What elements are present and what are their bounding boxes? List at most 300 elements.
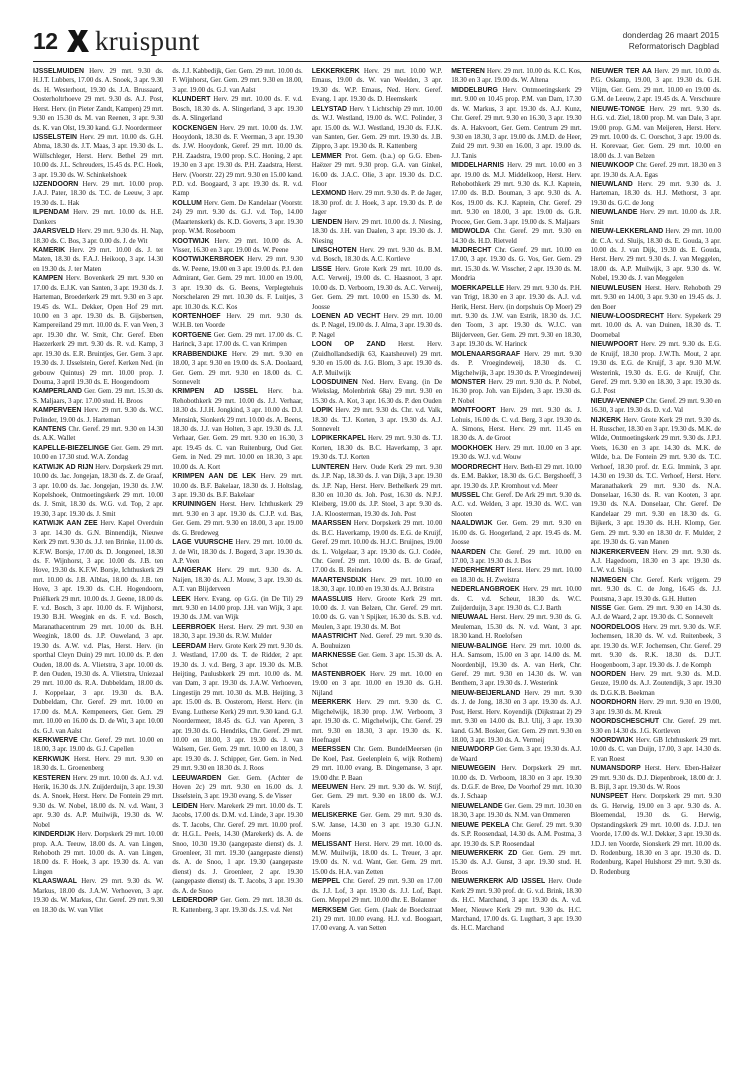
service-details: Herv. 29 mrt. 9.30 ds. P. Nobel, 16.30 prop. Joh. van Eijsden, 3 apr. 19.30 ds. P. Nobel bbox=[451, 377, 582, 405]
service-details: Herv. 29 mrt. 9.30 ds. H. Nap, 18.30 ds. C. Bos, 3 apr. 0.00 ds. J. de Wit bbox=[33, 227, 164, 245]
place-name: MOOKHOEK bbox=[451, 444, 493, 452]
place-name: NIEUWLEUSEN bbox=[590, 284, 642, 292]
place-name: KAMPEN bbox=[33, 275, 63, 283]
listing-entry bbox=[451, 689, 581, 746]
place-name: KAPELLE-BIEZELINGE bbox=[33, 444, 109, 452]
listing-entry bbox=[172, 237, 302, 256]
place-name: KOOTWIJKERBROEK bbox=[172, 256, 244, 264]
service-details: Herv. 't Lichtschip 29 mrt. 10.00 ds. W.J. Westland, 19.00 ds. W.C. Polinder, 3 apr. 15.00 ds. W.J. Westland, 19.30 ds. F.J.K. van Santen, Ger. Gem. 29 mrt. 19.30 ds. J.B. Zippro, 3 apr. 19.30 ds. R. Kattenberg bbox=[311, 104, 443, 151]
place-name: KESTEREN bbox=[33, 774, 71, 782]
listing-entry bbox=[172, 566, 302, 594]
listing-entry bbox=[172, 623, 302, 642]
service-details: Chr. Geref. Kerk vrijgem. 29 mrt. 9.30 ds. C. de Jong, 16.45 ds. J.J. Poutsma, 3 apr. 19.30 ds. G.H. Hutten bbox=[590, 575, 721, 603]
listing-entry bbox=[33, 463, 163, 520]
service-details: Herv. 29 mrt. 10.00 ds. H.A. Samsom, 15.00 en 3 apr. 14.00 ds. M. Noordenbijl, 19.30 ds. A. van Herk, Chr. Geref. 29 mrt. 9.30 en 14.30 ds. W. van Benthem, 3 apr. 19.30 ds. J. Westerink bbox=[451, 641, 582, 688]
place-name: MONTFOORT bbox=[451, 407, 496, 415]
place-name: NIEUWKOOP bbox=[590, 162, 634, 170]
listing-entry bbox=[312, 312, 442, 340]
listing-entry bbox=[451, 764, 581, 802]
service-details: Herv. 29 mrt. 9.30 ds. W. Peene, 19.00 en 3 apr. 19.00 ds. P.J. den Admirant, Ger. Gem. 29 mrt. 10.00 en 19.00, 3 apr. 19.30 ds. G. Beens, Verplegtehuis Norschelaren 29 mrt. 10.30 ds. F. Luitjes, 3 apr. 10.30 ds. K.C. Kos bbox=[172, 255, 303, 311]
place-name: NIEUW-BALINGE bbox=[451, 642, 508, 650]
listing-entry bbox=[451, 642, 581, 689]
listing-entry bbox=[33, 755, 163, 774]
place-name: NISSE bbox=[590, 605, 612, 613]
listing-entry bbox=[312, 906, 442, 934]
listing-entry bbox=[33, 425, 163, 444]
service-details: Herv. 29 mrt. 9.30 ds. P. de Jager, 18.30 prof. dr. J. Hoek, 3 apr. 19.30 ds. P. de Jager bbox=[311, 189, 443, 217]
service-details: Herv. 29 mrt. 10.00 ds. K.C. Kos, 18.30 en 3 apr. 19.00 ds. W. Altena bbox=[451, 67, 582, 85]
listing-entry bbox=[591, 67, 721, 105]
place-name: MAASTRICHT bbox=[311, 633, 358, 641]
service-details: Herv. Dorpskerk 29 mrt. 9.30 ds. G. Herwig, 19.00 en 3 apr. 9.30 ds. A. Bloemendal, 19.30 ds. G. Herwig, Opstandingskerk 29 mrt. 10.00 ds. J.D.J. ten Voorde, 17.00 ds. W.J. Dekker, 3 apr. 19.30 ds. J.D.J. ten Voorde, Sionskerk 29 mrt. 10.00 ds. D. Rodenburg, 18.30 en 3 apr. 19.30 ds. D. Rodenburg, Kapel Hulshorst 29 mrt. 9.30 ds. D. Rodenburg bbox=[590, 792, 721, 876]
service-details: Herv. 29 mrt. 9.30 ds. E.G. de Kruijf, 18.30 prop. J.W.Th. Mout, 2 apr. 19.30 ds. E.G. de Kruijf, 3 apr. 9.30 M.W. Westerink, 19.30 ds. E.G. de Kruijf, Chr. Geref. 29 mrt. 9.30 en 18.30, 3 apr. 19.30 ds. G.J. Post bbox=[590, 340, 721, 396]
listing-entry bbox=[33, 67, 163, 133]
place-name: IJSSELSTEIN bbox=[33, 133, 78, 141]
service-details: Herv. 29 mrt. 9.30 ds. Chr. v.d. Valk, 18.30 ds. T.J. Korten, 3 apr. 19.30 ds. A.J. Sonnevelt bbox=[311, 406, 443, 434]
place-name: LUNTEREN bbox=[311, 463, 350, 471]
place-name: NOORDWIJK bbox=[590, 736, 634, 744]
listing-entry bbox=[451, 877, 581, 934]
service-details: Chr. Geref. 29 mrt. 9.30 en 14.30 ds. H.D. Rietveld bbox=[451, 227, 582, 245]
service-details: Herv. 29 mrt. 10.00 ds. J. ter Maten, 18.30 ds. F.A.J. Heikoop, 3 apr. 14.30 en 19.30 ds. J. ter Maten bbox=[33, 246, 164, 273]
place-name: MONSTER bbox=[451, 378, 486, 386]
service-details: Ger. Gem. 29 mrt. 18.30 ds. R. Kattenberg, 3 apr. 19.30 ds. J.S. v.d. Net bbox=[172, 896, 303, 914]
listing-entry bbox=[591, 180, 721, 208]
place-name: KAMPERVEEN bbox=[33, 407, 82, 415]
service-details: Herv. 29 mrt. 9.30 ds. W.H.B. ten Voorde bbox=[172, 311, 303, 330]
page-number: 12 bbox=[33, 28, 58, 54]
header-rule bbox=[33, 61, 719, 62]
service-details: Chr. Geref. 29 mrt. 9.30 ds. S.P. Roosendaal, 14.30 ds. A.M. Postma, 3 apr. 19.30 ds. S.P. Roosendaal bbox=[451, 820, 582, 848]
listing-entry bbox=[33, 274, 163, 387]
place-name: LEIDERDORP bbox=[172, 897, 218, 905]
listing-entry bbox=[591, 416, 721, 548]
listing-entry bbox=[33, 246, 163, 274]
service-details: Herv. 29 mrt. 10.00 ds. A.J. v.d. Herik, 16.30 ds. J.N. Zuijderduijn, 3 apr. 19.30 ds. A. Snoek, Herst. Herv. De Fontein 29 mrt. 9.30 ds. W. Nobel, 18.00 ds. N. v.d. Want, 3 apr. 9.30 ds. A.P. Muilwijk, 19.30 ds. W. Nobel bbox=[33, 773, 164, 829]
service-details: Herv. 29 mrt. 9.30 en 19.00, 3 apr. 19.30 ds. M. Kreuk bbox=[590, 698, 721, 716]
service-details: Herv. 29 mrt. 10.00 ds. J. Niesing, 18.30 ds. J.H. van Daalen, 3 apr. 19.30 ds. J. Niesing bbox=[311, 217, 443, 245]
service-details: Ger. Gem. 29 mrt. 15.30 ds. S. Maljaars, 3 apr. 17.00 stud. H. Broos bbox=[33, 387, 164, 405]
service-details: Herv. 29 mrt. 9.30 ds. J. de Jong, 18.30 en 3 apr. 19.30 ds. A.J. Post, Herst. Herv. Koyendijk (Dijkstraat 2) 29 mrt. 9.30 en 14.00 ds. B.J. Ulij, 3 apr. 19.30 kand. G.M. Bosker, Ger. Gem. 29 mrt. 9.30 en 18.00, 3 apr. 19.30 ds. A. Vermeij bbox=[451, 688, 582, 744]
place-name: IJZENDOORN bbox=[33, 181, 79, 189]
service-details: Herv. 29 mrt. 9.30 ds. J. Lohuis, 16.00 ds. C. v.d. Berg, 3 apr. 19.30 ds. A. Simons, Herst. Herv. 29 mrt. 11.45 en 18.30 ds. A. de Groot bbox=[451, 406, 582, 443]
listing-entry bbox=[591, 604, 721, 623]
church-services-listing bbox=[33, 67, 721, 1057]
place-name: MASTENBROEK bbox=[311, 671, 366, 678]
place-name: NIEUWAAL bbox=[451, 614, 488, 622]
listing-entry bbox=[33, 444, 163, 463]
listing-entry bbox=[451, 67, 581, 86]
service-details: Herv. 29 mrt. 10.00 ds. B.F. Bakelaar, 18.30 ds. J. Holtslag, 3 apr. 19.30 ds. B.F. Bakelaar bbox=[172, 472, 303, 499]
place-name: KLAASWAAL bbox=[33, 878, 78, 886]
listing-entry bbox=[312, 670, 442, 698]
listing-entry bbox=[312, 246, 442, 265]
place-name: NIEUWLANDE bbox=[590, 209, 638, 217]
listing-entry bbox=[591, 698, 721, 717]
place-name: LOOSDUINEN bbox=[311, 378, 358, 386]
listing-entry bbox=[33, 830, 163, 877]
service-details: Herv. 29 mrt. 9.30 ds. A.J. Hagedoorn, 18.30 en 3 apr. 19.30 ds. L.W. v.d. Sluijs bbox=[590, 547, 721, 575]
service-details: Herv. 29 mrt. 10.00 en 18.30, 3 apr. 10.00 en 19.30 ds. A.J. Britstra bbox=[311, 575, 443, 594]
listing-entry bbox=[591, 284, 721, 312]
place-name: LOPIKERKAPEL bbox=[311, 435, 366, 443]
service-details: Herv. Evang. op G.G. (in De Til) 29 mrt. 9.30 en 14.00 prop. J.H. van Wijk, 3 apr. 19.30 ds. J.M. van Wijk bbox=[172, 594, 303, 622]
place-name: LOENEN AD VECHT bbox=[311, 312, 381, 320]
listing-entry bbox=[451, 463, 581, 491]
place-name: NIEUWER TER AA bbox=[590, 68, 652, 75]
listing-entry bbox=[172, 387, 302, 472]
listing-entry bbox=[312, 218, 442, 246]
place-name: MOORDRECHT bbox=[451, 463, 502, 471]
service-details: Herv. b.a. Rehobothkerk 29 mrt. 10.00 ds. J.J. Verhaar, 18.30 ds. J.J.H. Jongkind, 3 apr. 10.00 ds. D.J. Mensink, Sionkerk 29 mrt. 10.00 ds. A. Beens, 18.30 ds. J.J. van Holten, 3 apr. 19.30 ds. J.J. Verhaar, Ger. Gem. 29 mrt. 9.30 en 16.30, 3 apr. 19.45 ds. C. van Ruitenburg, Oud Ger. Gem. in Ned. 29 mrt. 10.00 en 18.30, 3 apr. 10.00 ds. A. Kort bbox=[172, 387, 303, 471]
place-name: LEXMOND bbox=[311, 190, 347, 198]
place-name: NIJMEGEN bbox=[590, 576, 627, 584]
service-details: Chr. Geref. De Ark 29 mrt. 9.30 ds. A.C. v.d. Welden, 3 apr. 19.30 ds. W.C. van Slooten bbox=[451, 490, 582, 518]
service-details: Herv. Dorpskerk 29 mrt. 10.00 ds. D. Verboom, 18.30 en 3 apr. 19.30 ds. D.G.F. de Bree, De Voorhof 29 mrt. 10.30 ds. J. Schaap bbox=[451, 764, 582, 801]
service-details: Herv. 29 mrt. 9.30 ds. T.J. Korten, 18.30 ds. B.C. Haverkamp, 3 apr. 19.30 ds. T.J. Korten bbox=[311, 434, 443, 462]
listing-entry bbox=[312, 463, 442, 520]
place-name: NIEUWEGEIN bbox=[451, 765, 496, 773]
service-details: Herv. 29 mrt. 9.30 ds. C. Migchelwijk, 18.30 prop. J.W. Verboom, 3 apr. 19.30 ds. C. Migchelwijk, Chr. Geref. 29 mrt. 9.30 en 18.30, 3 apr. 19.30 ds. K. Hoefnagel bbox=[311, 698, 443, 744]
service-details: Herv. 29 mrt. 10.00 W.P. Emaus, 19.00 ds. W. van Weelden, 3 apr. 19.30 ds. W.P. Emaus, Ned. Herv. Geref. Evang. 1 apr. 19.30 ds. D. Heemskerk bbox=[311, 67, 443, 104]
place-name: LOPIK bbox=[311, 407, 333, 415]
listing-entry bbox=[172, 538, 302, 566]
service-details: Herv. 29 mrt. 10.00 ds. F. v.d. Bosch, 18.30 ds. A. Slingerland, 3 apr. 19.30 ds. A. Slingerland bbox=[172, 95, 303, 123]
place-name: MERKSEM bbox=[311, 906, 348, 914]
place-name: LOON OP ZAND bbox=[311, 341, 386, 349]
listing-entry bbox=[172, 472, 302, 500]
service-details: Herst. Herv. 29 mrt. 9.30 en 18.30, 3 apr. 19.30 ds. R.W. Mulder bbox=[172, 622, 303, 641]
listing-entry bbox=[312, 651, 442, 670]
place-name: MAASSLUIS bbox=[311, 595, 353, 603]
place-name: NEDERHEMERT bbox=[451, 567, 505, 575]
service-details: Herv. 29 mrt. 9.30 ds. H.G. v.d. Ziel, 18.00 prop. M. van Dale, 3 apr. 19.00 prop. G.M. van Meijeren, Herst. Herv. 29 mrt. 10.00 ds. C. Oorschot, 3 apr. 19.00 ds. H. Korevaar, Ger. Gem. 29 mrt. 10.00 en 18.00 ds. J. van Belzen bbox=[590, 104, 721, 160]
service-details: Chr. Geref. 29 mrt. 9.30 en 14.30 ds. J.G. Kortleven bbox=[590, 717, 721, 735]
listing-column bbox=[312, 67, 442, 1057]
place-name: KRIMPEN AD IJSSEL bbox=[172, 388, 258, 396]
listing-entry bbox=[451, 161, 581, 227]
listing-entry bbox=[312, 632, 442, 651]
place-name: MOERKAPELLE bbox=[451, 284, 505, 292]
service-details: Herv. 29 mrt. 10.00 ds. J. de Wit, 18.30 ds. J. Bogerd, 3 apr. 19.30 ds. A.P. Veen bbox=[172, 538, 303, 565]
listing-entry bbox=[591, 736, 721, 764]
place-name: MUSSEL bbox=[451, 491, 480, 499]
place-name: MELISSANT bbox=[311, 840, 352, 848]
place-name: KANTENS bbox=[33, 426, 67, 434]
service-details: Herv. 29 mrt. 9.30 ds. W. Markus, 18.00 ds. J.A.W. Verhoeven, 3 apr. 19.30 ds. W. Markus, Chr. Geref. 29 mrt. 9.30 en 18.30 ds. W. van Vliet bbox=[33, 877, 164, 914]
service-details: Prot. Gem. (b.a.) op G.G. Eben-Haëzer 29 mrt. 9.30 prop. G.A. van Ginkel, 16.00 ds. J.A.C. Olie, 3 apr. 19.30 ds. D.C. Floor bbox=[311, 151, 443, 189]
service-details: Herv. Bovenkerk 29 mrt. 9.30 en 17.00 ds. E.J.K. van Santen, 3 apr. 19.30 ds. J. Harteman, Broederkerk 29 mrt. 9.30 en 3 apr. 19.45 ds. W.L. Dekker, Open Hof 29 mrt. 10.00 en 3 apr. 19.30 ds. B. Gijsbertsen, Kampereiland 29 mrt. 10.00 ds. F. van Veen, 3 apr. 19.30 dhr. W. Smit, Chr. Geref. Eben Haezerkerk 29 mrt. 9.30 ds. R. v.d. Kamp, 3 apr. 19.30 ds. E.R. Bruintjes, Ger. Gem. 3 apr. 19.30 ds. J. IJsselstein, Geref. Kerken Ned. (in gebouw Quintus) 29 mrt. 10.00 prop. J. Douma, 3 april 19.30 ds. E. Hoogendoorn bbox=[33, 274, 164, 386]
listing-entry bbox=[451, 444, 581, 463]
place-name: KOOTWIJK bbox=[172, 237, 210, 245]
listing-entry bbox=[451, 585, 581, 613]
service-details: Chr. Gem. BundelMeersen (in De Koel, Past. Geelenplein 6, wijk Rothem) 29 mrt. 10.00 evang. B. Dingemanse, 3 apr. 19.00 dhr. P. Baan bbox=[311, 745, 443, 782]
place-name: MEEUWEN bbox=[311, 784, 348, 792]
place-name: LIENDEN bbox=[311, 218, 343, 226]
place-name: NOORDELOOS bbox=[590, 623, 641, 631]
listing-entry bbox=[312, 595, 442, 633]
listing-entry bbox=[172, 124, 302, 199]
listing-entry bbox=[172, 500, 302, 538]
service-details: Herv. 29 mrt. 10.00 ds. P. Nagel, 19.00 ds. J. Alma, 3 apr. 19.30 ds. P. Nagel bbox=[311, 311, 443, 339]
service-details: Herv. Grote Kerk 29 mrt. 9.30 ds. H. Russcher, 18.30 en 3 apr. 19.30 ds. M.K. de Wilde, Ontmoetingskerk 29 mrt. 9.30 ds. J.P.J. Voets, 16.30 en 3 apr. 14.30 ds. M.K. de Wilde, b.a. De Fontein 29 mrt. 9.30 ds. T.C. Verhoef, 18.30 prof. dr. E.G. Immink, 3 apr. 14.30 en 19.30 ds. T.C. Verhoef, Herst. Herv. Maranathakerk 29 mrt. 9.30 ds. N.A. Donselaar, 16.30 ds. R. van Kooten, 3 apr. 19.30 ds. N.A. Donselaar, Chr. Geref. De Kandelaar 29 mrt. 9.30 en 18.30 ds. G. Bijkerk, 3 apr. 19.30 ds. H.H. Klomp, Ger. Gem. 29 mrt. 9.30 en 18.30 dr. F. Mulder, 2 apr. 19.30 ds. G. van Manen bbox=[590, 415, 721, 547]
listing-entry bbox=[312, 576, 442, 595]
service-details: Herv. 29 mrt. 9.30 ds. A. Naijen, 18.30 ds. A.J. Mouw, 3 apr. 19.30 ds. A.T. van Blijderveen bbox=[172, 566, 303, 594]
listing-entry bbox=[591, 792, 721, 877]
listing-entry bbox=[591, 208, 721, 227]
place-name: NAARDEN bbox=[451, 548, 486, 556]
service-details: Herv. Oude Kerk 29 mrt. 9.30 ds. J.P. Nap, 18.30 ds. J. van Dijk, 3 apr. 19.30 ds. J.P. Nap, Herst. Herv. Bethelkerk 29 mrt. 8.30 en 10.30 ds. Joh. Post, 16.30 ds. N.P.J. Kleiberg, 19.00 ds. J.P. Stoel, 3 apr. 9.30 ds. J.A. Kloosterman, 19.30 ds. Joh. Post bbox=[311, 462, 443, 518]
listing-entry bbox=[591, 717, 721, 736]
listing-entry bbox=[591, 397, 721, 416]
service-details: Herv. 29 mrt. 10.00 ds. J.W. Hooydonk, 18.30 ds. F. Veerman, 3 apr. 19.30 ds. J.W. Hooydonk, Geref. 29 mrt. 10.00 ds. P.H. Zaadstra, 19.00 prop. S.C. Honing, 2 apr. 19.30 en 3 apr. 19.30 ds. P.H. Zaadstra, Herst. Herv. (Voorstr. 22) 29 mrt. 9.30 en 15.00 kand. P.D. v.d. Boogaard, 3 apr. 19.30 ds. R. v.d. Kamp bbox=[172, 123, 303, 198]
listing-entry bbox=[33, 877, 163, 915]
place-name: MELISKERKE bbox=[311, 812, 357, 820]
service-details: Ger. Gem. 3 apr. 19.30 ds. A.J. de Waard bbox=[451, 745, 582, 763]
service-details: Herv. 29 mrt. 10.00 ds. P.G. Oskamp, 19.00, 3 apr. 19.30 ds. G.H. Vlijm, Ger. Gem. 29 mrt. 10.00 en 19.00 ds. G.M. de Leeuw, 2 apr. 19.45 ds. A. Verschuure bbox=[590, 67, 721, 104]
service-details: Herv. 29 mrt. 10.00 ds. G.H. Abma, 18.30 ds. J.T. Maas, 3 apr. 19.30 ds. L. Wüllschleger, Herst. Herv. Bethel 29 mrt. 10.00 ds. J.L. Schreuders, 15.45 ds. P.C. Hoek, 3 apr. 19.30 ds. W. Schinkelshoek bbox=[33, 132, 164, 179]
listing-entry bbox=[591, 548, 721, 576]
listing-entry bbox=[33, 133, 163, 180]
listing-entry bbox=[172, 595, 302, 623]
place-name: LISSE bbox=[311, 265, 332, 273]
service-details: Herv. 29 mrt. 9.30 ds. P. Vroegindeweij, 18.30 ds. C. Migchelwijk, 3 apr. 19.30 ds. P. Vroegindeweij bbox=[451, 349, 582, 377]
service-details: Herv. Oude Kerk 29 mrt. 9.30 prof. dr. G. v.d. Brink, 18.30 ds. H.C. Marchand, 3 apr. 19.30 ds. A. v.d. Meer, Nieuwe Kerk 29 mrt. 9.30 ds. H.C. Marchand, 17.00 ds. G. Lugthart, 3 apr. 19.30 ds. H.C. Marchand bbox=[451, 877, 582, 933]
place-name: MIDDELHARNIS bbox=[451, 162, 505, 170]
listing-entry bbox=[312, 698, 442, 745]
listing-entry bbox=[591, 312, 721, 340]
listing-entry bbox=[451, 613, 581, 641]
place-name: KATWIJK AAN ZEE bbox=[33, 520, 98, 528]
listing-entry bbox=[591, 227, 721, 284]
service-details: Herv. 29 mrt. 10.00 ds. A. Visser, 16.30 en 3 apr. 19.00 ds. W. Peene bbox=[172, 236, 303, 255]
listing-entry bbox=[451, 227, 581, 246]
listing-entry bbox=[451, 519, 581, 547]
place-name: LEERDAM bbox=[172, 642, 207, 650]
service-details: Herv. 29 mrt. 9.30 ds. J. Harteman, 18.30 ds. H.J. Methorst, 3 apr. 19.30 ds. G.C. de Jong bbox=[590, 180, 721, 207]
service-details: Herv. 29 mrt. 10.00 prop. J.A.J. Pater, 18.30 ds. T.C. de Leeuw, 3 apr. 19.30 ds. L. Hak bbox=[33, 180, 164, 207]
service-details: Herv. Beth-El 29 mrt. 10.00 ds. E.M. Bakker, 18.30 ds. G.C. Bergshoeff, 3 apr. 19.30 ds. J.P. Kromhout v.d. Meer bbox=[451, 462, 582, 490]
listing-entry bbox=[312, 783, 442, 811]
place-name: NIEUWERKERK A/D IJSSEL bbox=[451, 878, 546, 886]
service-details: Herv. Sypekerk 29 mrt. 10.00 ds. A. van Duinen, 18.30 ds. T. Doornebal bbox=[590, 311, 721, 339]
listing-entry bbox=[451, 406, 581, 444]
place-name: KERKWIJK bbox=[33, 755, 70, 763]
listing-entry bbox=[312, 340, 442, 378]
listing-entry bbox=[172, 774, 302, 802]
service-details: Herv. Grote Kerk 29 mrt. 10.00 ds. A.C. Verweij, 19.00 ds. C. Haasnoot, 3 apr. 10.00 ds. D. Verboom, 19.30 ds. A.C. Verweij, Ger. Gem. 29 mrt. 10.00 en 15.30 ds. M. Joosse bbox=[311, 264, 443, 311]
service-details: Herv. 29 mrt. 10.00 ds. H.E. Dankers bbox=[33, 208, 164, 226]
service-details: Herst. Herv. 29 mrt. 10.00 en 18.30 ds. H. Zweistra bbox=[451, 566, 582, 584]
place-name: KLUNDERT bbox=[172, 96, 211, 104]
service-details: Ger. Gem. (Jaak de Boeckstraat 21) 29 mrt. 10.00 evang. H.J. v.d. Boogaart, 17.00 evang. A. van Setten bbox=[311, 905, 443, 933]
place-name: MEERKERK bbox=[311, 699, 352, 707]
service-details: Herv. GB Ichthuskerk 29 mrt. 10.00 ds. C. van Duijn, 17.00, 3 apr. 14.30 ds. F. van Roest bbox=[590, 735, 721, 763]
listing-entry bbox=[312, 434, 442, 462]
service-details: Herst. Herv. Rehoboth 29 mrt. 9.30 en 14.00, 3 apr. 9.30 en 19.45 ds. J. den Boer bbox=[590, 283, 721, 311]
service-details: ds. J.J. Kabbedijk, Ger. Gem. 29 mrt. 10.00 ds. F. Wijnhorst, Ger. Gem. 29 mrt. 9.30 en 18.00, 3 apr. 19.00 ds. G.J. van Aalst bbox=[172, 67, 303, 94]
listing-entry bbox=[172, 642, 302, 774]
place-name: NEDERLANGBROEK bbox=[451, 586, 520, 594]
place-name: KINDERDIJK bbox=[33, 831, 76, 839]
place-name: MIDWOLDA bbox=[451, 228, 490, 236]
place-name: NIEUWLAND bbox=[590, 181, 633, 189]
listing-entry bbox=[33, 519, 163, 736]
service-details: Herv. Marekerk 29 mrt. 10.00 ds. T. Jacobs, 17.00 ds. D.M. v.d. Linde, 3 apr. 19.30 ds. T. Jacobs, Chr. Geref. 29 mrt. 10.00 prof. dr. H.G.L. Peels, 14.30 (Marekerk) ds. A. de Snoo, 10.30 19.30 (aangepaste dienst) ds. J. Groenleer, 31 mrt. 19.30 (aangepaste dienst) ds. A. de Snoo, 1 apr. 19.30 (aangepaste dienst) ds. J. Groenleer, 2 apr. 19.30 (aangepaste dienst) ds. T. Jacobs, 3 apr. 19.30 ds. A. de Snoo bbox=[172, 801, 303, 895]
service-details: Herv. 29 mrt. 9.30 ds. P.H. van Trigt, 18.30 en 3 apr. 19.30 ds. A.J. v.d. Herik, Herst. Herv. (in dorpshuis Op Moer) 29 mrt. 9.30 ds. J.W. van Estrik, 18.30 ds. J.C. den Toom, 3 apr. 19.30 ds. W.J.C. van Blijderveen, Ger. Gem. 29 mrt. 9.30 en 18.30, 3 apr. 19.30 ds. W. Harinck bbox=[451, 283, 582, 349]
service-details: Herv. 29 mrt. 10.00 en 3 apr. 19.30 ds. W.J. v.d. Wouw bbox=[451, 443, 582, 462]
service-details: Herv. Gem. De Kandelaar (Voorstr. 24) 29 mrt. 9.30 ds. G.J. v.d. Top, 14.00 (Maartenskerk) ds. K.D. Goverts, 3 apr. 19.30 prop. W.M. Roseboom bbox=[172, 198, 303, 236]
service-details: Herst. Herv. 29 mrt. 10.00 ds. M.W. Muilwijk, 18.00 ds. L. Treuer, 3 apr. 19.00 ds. N. v.d. Want, Ger. Gem. 29 mrt. 15.00 ds. H.A. van Zetten bbox=[311, 839, 443, 876]
place-name: JAARSVELD bbox=[33, 228, 75, 236]
service-details: Ger. Gem. 29 mrt. 9.30 ds. S.W. Janse, 14.30 en 3 apr. 19.30 G.J.N. Moens bbox=[311, 811, 443, 839]
service-details: Chr. Geref. 29 mrt. 10.00 en 17.00, 3 apr. 19.30 ds. G. Vos, Ger. Gem. 29 mrt. 15.30 ds. W. Visscher, 2 apr. 19.30 ds. M. Mondria bbox=[451, 246, 582, 283]
service-details: Chr. Geref. 29 mrt. 9.30 en 16.30, 3 apr. 19.30 ds. D. v.d. Val bbox=[590, 396, 721, 415]
place-name: KORTGENE bbox=[172, 331, 212, 339]
place-name: NIEUWE-TONGE bbox=[590, 105, 645, 113]
place-name: NOORDHORN bbox=[590, 699, 637, 707]
place-name: NOORDSCHESCHUT bbox=[590, 718, 660, 726]
listing-entry bbox=[312, 745, 442, 783]
listing-entry bbox=[172, 312, 302, 331]
place-name: MAARSSEN bbox=[311, 520, 352, 528]
section-title: kruispunt bbox=[95, 26, 200, 56]
place-name: LINSCHOTEN bbox=[311, 247, 357, 255]
place-name: MAARTENSDIJK bbox=[311, 576, 367, 584]
place-name: NUMANSDORP bbox=[590, 765, 641, 773]
place-name: MOLENAARSGRAAF bbox=[451, 350, 521, 358]
place-name: KAMPERLAND bbox=[33, 388, 82, 396]
listing-entry bbox=[33, 227, 163, 246]
place-name: KRABBENDIJKE bbox=[172, 350, 228, 358]
service-details: Herv. Dorpskerk 29 mrt. 10.00 ds. B.C. Haverkamp, 19.00 ds. E.G. de Kruijf, Geref. 29 mrt. 10.00 ds. H.J.C. Bruijnes, 19.00 ds. L. Volgelaar, 3 apr. 19.30 ds. G.J. Codée, Chr. Geref. 29 mrt. 10.00 ds. B. de Graaf, 17.00 ds. B. Reinders bbox=[311, 519, 443, 575]
place-name: NAALDWIJK bbox=[451, 520, 493, 528]
listing-entry bbox=[172, 331, 302, 350]
place-name: LEERBROEK bbox=[172, 623, 216, 631]
listing-entry bbox=[451, 745, 581, 764]
listing-entry bbox=[312, 378, 442, 406]
place-name: LEMMER bbox=[311, 152, 342, 160]
service-details: Herv. Groote Kerk 29 mrt. 10.00 ds. J. van Belzen, Chr. Geref. 29 mrt. 10.00 ds. G. van 't Spijker, 16.30 ds. S.B. v.d. Meulen, 3 apr. 19.30 ds. M. Bot bbox=[311, 594, 443, 631]
listing-entry bbox=[172, 95, 302, 123]
listing-entry bbox=[591, 576, 721, 604]
service-details: Herv. Ontmoetingskerk 29 mrt. 9.00 en 10.45 prop. P.M. van Dam, 17.30 ds. W. Markus, 3 apr. 19.30 ds. A.J. Kunz, Chr. Geref. 29 mrt. 9.30 en 16.30, 3 apr. 19.30 ds. A. Hakvoort, Ger. Gem. Centrum 29 mrt. 9.30 en 18.30, 3 apr. 19.00 ds. J.M.D. de Heer, Zuid 29 mrt. 9.30 en 16.00, 3 apr. 19.00 ds. J.J. Tanis bbox=[451, 85, 582, 160]
listing-entry bbox=[451, 566, 581, 585]
listing-entry bbox=[591, 105, 721, 162]
listing-entry bbox=[33, 736, 163, 755]
place-name: NOORDEN bbox=[590, 671, 626, 678]
listing-column bbox=[451, 67, 581, 1057]
listing-column bbox=[172, 67, 302, 1057]
listing-entry bbox=[172, 350, 302, 388]
place-name: METEREN bbox=[451, 68, 485, 75]
listing-entry bbox=[451, 378, 581, 406]
service-details: Ger. Gem. 29 mrt. 10.30 en 18.30, 3 apr. 19.30 ds. N.M. van Ommeren bbox=[451, 801, 582, 820]
service-details: Herv. 29 mrt. 9.30 en 18.00, 3 apr. 9.30 en 19.00 ds. S.A. Doolaard, Ger. Gem. 29 mrt. 9.30 en 18.00 ds. C. Sonnevelt bbox=[172, 349, 303, 386]
service-details: Herv. 29 mrt. 9.30 ds. W.C. Polinder, 19.00 ds. J. Harteman bbox=[33, 406, 164, 424]
listing-entry bbox=[451, 284, 581, 350]
place-name: NIEUW-LOOSDRECHT bbox=[590, 312, 664, 320]
service-details: Ger. Gem. 29 mrt. 9.30 en 14.30 ds. A.J. de Waard, 2 apr. 19.30 ds. C. Sonnevelt bbox=[590, 604, 721, 622]
service-details: Herst. Herv. Eben-Haëzer 29 mrt. 9.30 ds. D.J. Diepenbroek, 18.00 dr. J. B. Bijl, 3 apr. 19.30 ds. W. Roos bbox=[590, 764, 721, 792]
service-details: Herv. 29 mrt. 10.00 dr. C.A. v.d. Sluijs, 18.30 ds. E. Gouda, 3 apr. 10.00 ds. J. van Dijk, 19.30 ds. E. Gouda, Herst. Herv. 29 mrt. 9.30 ds. J. van Meggelen, 18.00 ds. A.P. Muilwijk, 3 apr. 9.30 ds. W. Nobel, 19.30 ds. J. van Meggelen bbox=[590, 227, 721, 283]
listing-entry bbox=[172, 896, 302, 915]
service-details: Herv. Kapel Overduin 3 apr. 14.30 ds. G.N. Binnendijk, Nieuwe Kerk 29 mrt. 9.30 ds. J.J. ten Brinke, 11.00 ds. K.F.W. Borsje, 17.00 ds. D. Jongeneel, 18.30 ds. F. Wijnhorst, 3 apr. 10.00 ds. J.B. ten Hove, 19.30 ds. K.F.W. Borsje, Ichthuskerk 29 mrt. 10.00 ds. J.B. Alblas, 18.00 ds. J.B. ten Hove, 3 apr. 19.30 ds. C.H. Hogendoorn, Pniëlkerk 29 mrt. 10.00 ds. J. Geene, 18.00 ds. F. v.d. Bosch, 3 apr. 10.00 ds. F. Wijnhorst, 19.30 B.H. Weegink en ds. F. v.d. Bosch, Maranathacentrum 29 mrt. 10.00 ds. B.H. Weegink, 18.00 ds. J.P. Ouweland, 3 apr. 19.30 ds. A.W. v.d. Plas, Herst. Herv. (in sporthal Cleyn Duin) 29 mrt. 10.00 ds. P. den Ouden, 18.00 ds. A. Vlietstra, 3 apr. 10.00 ds. P. den Ouden, 19.30 ds. A. Vlietstra, Uniezaal 29 mrt. 10.00 ds. R.A. Dubbeldam, 18.00 ds. J. Koppelaar, 3 apr. 19.30 ds. B.A. Dubbeldam, Chr. Geref. 29 mrt. 10.00 en 17.00 ds. M.A. Kempeneers, Ger. Gem. 29 mrt. 10.00 en 16.00 ds. D. de Wit, 3 apr. 10.00 ds. G.J. van Aalst bbox=[33, 519, 164, 735]
service-details: Herv. 29 mrt. 10.00 ds. J.R. Smit bbox=[590, 208, 721, 226]
service-details: Ned. Herv. Evang. (in De Wiekslag, Molenbrink 68a) 29 mrt. 9.30 en 15.30 ds. A. Kot, 3 apr. 16.30 ds. P. den Ouden bbox=[311, 377, 443, 405]
listing-entry bbox=[451, 849, 581, 877]
listing-entry bbox=[451, 246, 581, 284]
place-name: NIEUWELANDE bbox=[451, 802, 503, 810]
place-name: NIEUW-BEIJERLAND bbox=[451, 689, 521, 697]
listing-entry bbox=[312, 840, 442, 878]
listing-entry bbox=[312, 406, 442, 434]
service-details: Herst. Herv. 29 mrt. 9.30 en 18.30 ds. L. Groenenberg bbox=[33, 754, 164, 773]
listing-entry bbox=[591, 670, 721, 698]
place-name: LEKKERKERK bbox=[311, 68, 360, 75]
place-name: LEEK bbox=[172, 595, 191, 603]
place-name: ILPENDAM bbox=[33, 209, 69, 217]
service-details: Herv. 29 mrt. 10.00 ds. C. v.d. Scheur, 18.30 ds. W.C. Zuijderduijn, 3 apr. 19.30 ds. C.J. Barth bbox=[451, 585, 582, 613]
kruispunt-x-icon bbox=[66, 28, 90, 54]
listing-entry bbox=[451, 548, 581, 567]
place-name: MIDDELBURG bbox=[451, 86, 498, 94]
service-details: Herv. 29 mrt. 10.00 en 19.00 en 3 apr. 10.00 en 19.30 ds. G.H. Nijland bbox=[311, 670, 443, 697]
listing-entry bbox=[312, 152, 442, 190]
place-name: NIEUWERKERK ZD bbox=[451, 850, 518, 858]
place-name: NIEUWPOORT bbox=[590, 341, 639, 349]
place-name: NUNSPEET bbox=[590, 793, 629, 801]
issue-date: donderdag 26 maart 2015 bbox=[622, 30, 719, 40]
place-name: LELYSTAD bbox=[311, 105, 348, 113]
listing-entry bbox=[172, 802, 302, 896]
place-name: LEEUWARDEN bbox=[172, 774, 222, 782]
listing-entry bbox=[312, 811, 442, 839]
place-name: NIEUW-LEKKERLAND bbox=[590, 228, 664, 236]
service-details: Ned. Geref. 29 mrt. 9.30 ds. A. Bouhuizen bbox=[311, 632, 443, 650]
listing-entry bbox=[33, 180, 163, 208]
place-name: LANGERAK bbox=[172, 567, 212, 575]
place-name: KATWIJK AD RIJN bbox=[33, 463, 94, 471]
place-name: KRUININGEN bbox=[172, 501, 217, 509]
listing-entry bbox=[451, 821, 581, 849]
place-name: LEIDEN bbox=[172, 802, 198, 810]
place-name: NIJKERKERVEEN bbox=[590, 548, 650, 556]
place-name: NIEUW-VENNEP bbox=[590, 397, 645, 405]
service-details: Herv. Dorpskerk 29 mrt. 10.00 prop. A.A. Teeuw, 18.00 ds. A. van Lingen, Rehoboth 29 mrt. 10.00 ds. A. van Lingen, 18.00 ds. F. Hoek, 3 apr. 19.30 ds. A. van Lingen bbox=[33, 830, 164, 876]
listing-entry bbox=[591, 764, 721, 792]
listing-entry bbox=[591, 161, 721, 180]
listing-entry bbox=[451, 491, 581, 519]
page-header bbox=[33, 26, 719, 60]
place-name: KOCKENGEN bbox=[172, 124, 218, 132]
place-name: MIJDRECHT bbox=[451, 247, 492, 255]
service-details: Chr. Geref. 29 mrt. 10.00 en 17.00, 3 apr. 19.30 ds. J. Bos bbox=[451, 547, 582, 565]
listing-entry bbox=[591, 623, 721, 670]
listing-entry bbox=[451, 350, 581, 378]
place-name: IJSSELMUIDEN bbox=[33, 68, 84, 75]
publication-name: Reformatorisch Dagblad bbox=[628, 41, 719, 51]
listing-entry bbox=[312, 519, 442, 576]
listing-entry bbox=[33, 208, 163, 227]
place-name: NIEUWE PEKELA bbox=[451, 821, 510, 829]
service-details: Chr. Geref. 29 mrt. 9.30 en 17.00 ds. J.J. Lof, 3 apr. 19.30 ds. J.J. Lof, Bapt. Gem. Meppel 29 mrt. 10.00 dhr. E. Bolanner bbox=[311, 877, 443, 905]
service-details: Herst. Herv. Ichthuskerk 29 mrt. 9.30 en 3 apr. 19.30 ds. C.J.P. v.d. Bas, Ger. Gem. 29 mrt. 9.30 en 18.00, 3 apr. 19.00 ds. G. Bredeweg bbox=[172, 500, 303, 537]
place-name: MARKNESSE bbox=[311, 652, 356, 660]
service-details: Herv. 29 mrt. 9.30 ds. H.J.T. Lubbers, 17.00 ds. A. Snoek, 3 apr. 9.30 ds. H. Westerhout, 19.30 ds. J.A. Brussaard, Oosterholtrhoeve 29 mrt. 9.30 ds. A.J. Post, Herst. Herv. (in Pieter Zandt, Kampen) 29 mrt. 9.30 en 15.30 ds. M. van Reenen, 3 apr. 9.30 ds. K. van Olst, 19.30 kand. G.J. Noordermeer bbox=[33, 67, 164, 132]
service-details: Herv. Dorpskerk 29 mrt. 10.00 ds. Jac. Jongejan, 18.30 ds. Z. de Graaf, 3 apr. 10.00 ds. Jac. Jongejan, 19.30 ds. J.W. Kopelshoek, Ontmoetingskerk 29 mrt. 10.00 ds. J. Smit, 18.30 ds. W.G. v.d. Top, 2 apr. 19.30, 3 apr. 19.30 ds. J. Smit bbox=[33, 462, 164, 518]
listing-column bbox=[591, 67, 721, 1057]
